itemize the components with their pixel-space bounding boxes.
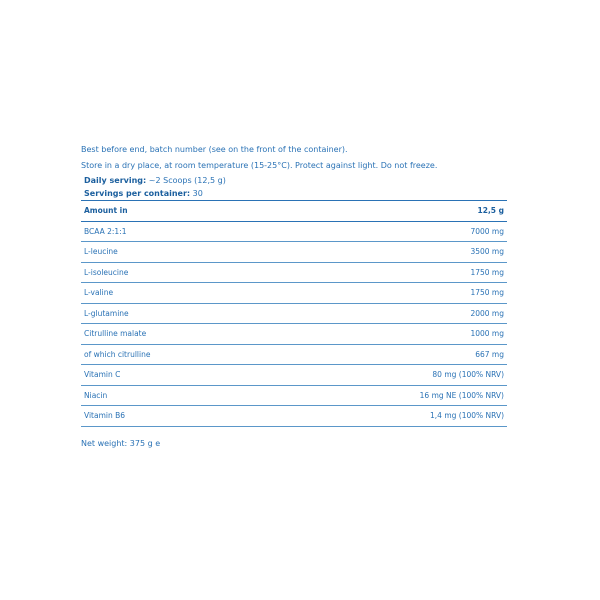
table-row <box>81 303 507 324</box>
best-before-text: Best before end, batch number (see on the front of the container). <box>81 145 348 154</box>
nutrition-table <box>81 200 507 427</box>
row-label: Vitamin B6 <box>81 406 271 427</box>
row-label: of which citrulline <box>81 344 271 365</box>
net-weight: Net weight: 375 g e <box>81 439 161 448</box>
row-label: L-valine <box>81 283 271 304</box>
row-label: L-glutamine <box>81 303 271 324</box>
row-value: 80 mg (100% NRV) <box>271 365 507 386</box>
table-row <box>81 221 507 242</box>
row-value: 1,4 mg (100% NRV) <box>271 406 507 427</box>
storage-instructions: Store in a dry place, at room temperature (15-25°C). Protect against light. Do not freeze. <box>81 161 438 170</box>
row-value: 1000 mg <box>271 324 507 345</box>
row-value: 3500 mg <box>271 242 507 263</box>
table-header-row <box>81 201 507 221</box>
row-value: 1750 mg <box>271 283 507 304</box>
table-row <box>81 283 507 304</box>
row-value: 2000 mg <box>271 303 507 324</box>
row-label: Vitamin C <box>81 365 271 386</box>
row-value: 667 mg <box>271 344 507 365</box>
row-label: BCAA 2:1:1 <box>81 221 271 242</box>
row-value: 1750 mg <box>271 262 507 283</box>
servings-per-container-value: 30 <box>190 189 203 198</box>
table-row <box>81 324 507 345</box>
table-row <box>81 406 507 427</box>
table-row <box>81 365 507 386</box>
table-row <box>81 262 507 283</box>
table-header-label: Amount in <box>81 201 271 221</box>
row-value: 7000 mg <box>271 221 507 242</box>
table-row <box>81 385 507 406</box>
daily-serving-value: ~2 Scoops (12,5 g) <box>146 176 226 185</box>
daily-serving <box>81 174 511 187</box>
daily-serving-label: Daily serving: <box>84 176 147 185</box>
row-label: Niacin <box>81 385 271 406</box>
row-label: L-isoleucine <box>81 262 271 283</box>
row-value: 16 mg NE (100% NRV) <box>271 385 507 406</box>
table-row <box>81 344 507 365</box>
table-row <box>81 242 507 263</box>
storage-info <box>81 142 511 200</box>
row-label: L-leucine <box>81 242 271 263</box>
row-label: Citrulline malate <box>81 324 271 345</box>
servings-per-container-label: Servings per container: <box>84 189 191 198</box>
servings-per-container <box>81 187 511 200</box>
table-header-value: 12,5 g <box>271 201 507 221</box>
